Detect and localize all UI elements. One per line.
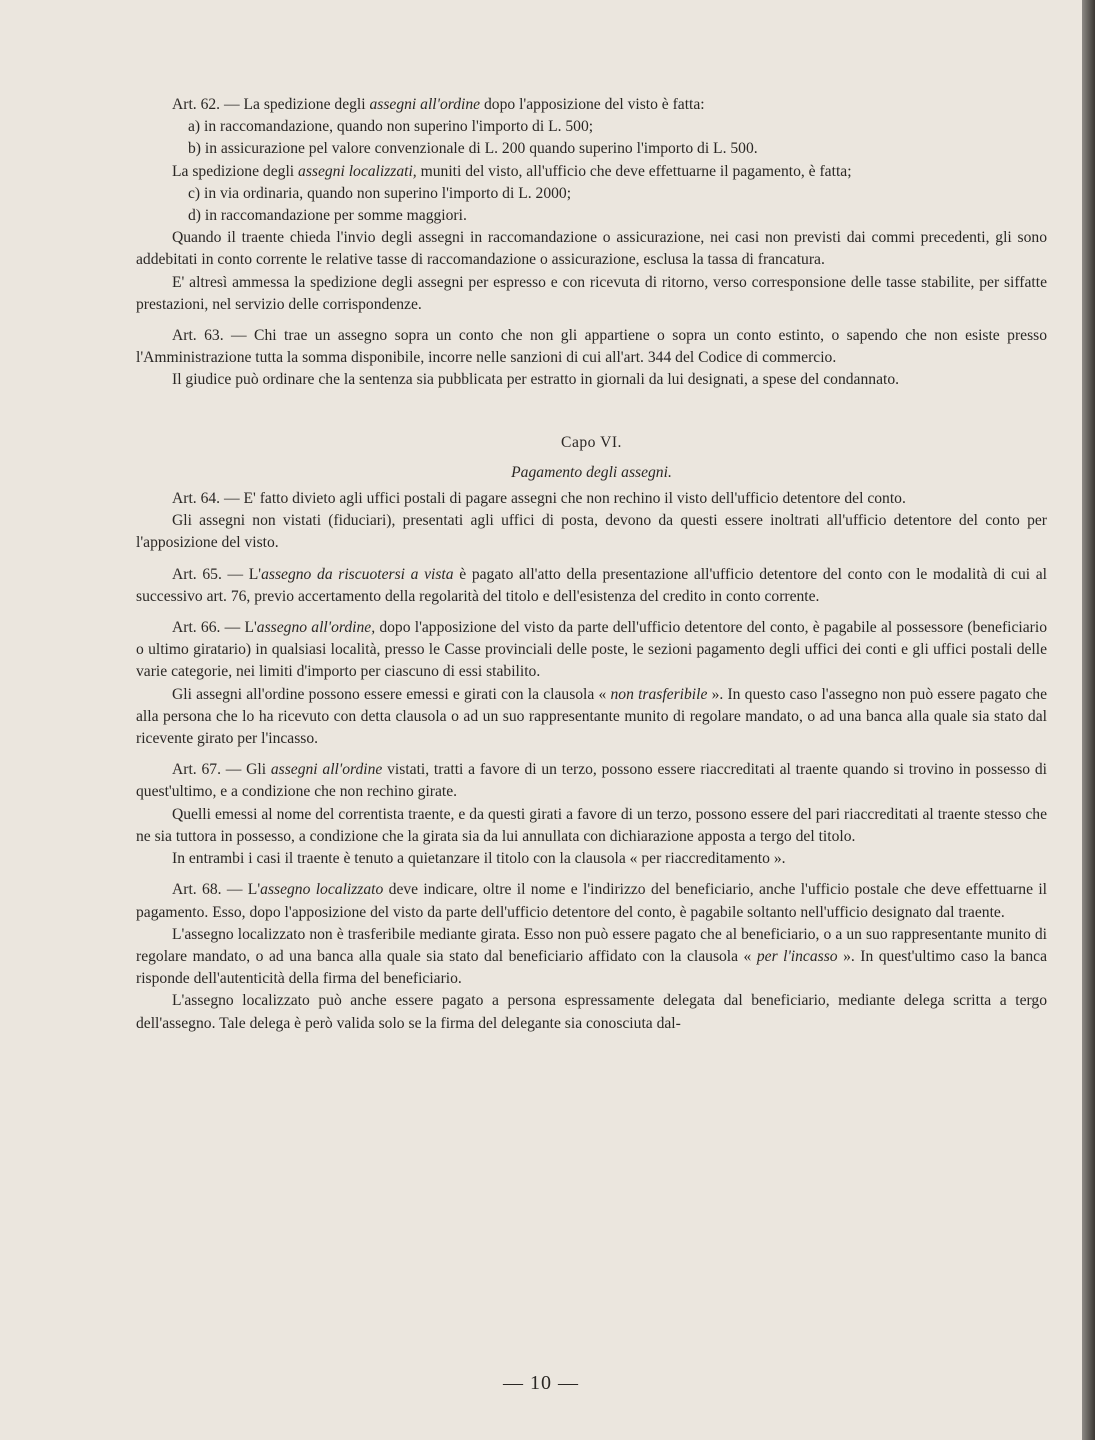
chapter-subtitle: Pagamento degli assegni. [511,463,672,481]
art62-paragraph-3: Quando il traente chieda l'invio degli assegni in raccomandazione o assicurazione, nei casi non previsti dai commi precedenti, gli sono addebitati in conto corrente le relative tasse di raccomandazione o assicurazione, esclusa la tassa di francatura. [136,229,1047,269]
chapter-title: Capo VI. [561,433,622,451]
page-number: — 10 — [503,1372,579,1394]
art62-item-c: c) in via ordinaria, quando non superino l'importo di L. 2000; [188,184,572,202]
art63-paragraph: Art. 63. — Chi trae un assegno sopra un conto che non gli appartiene o sopra un conto estinto, o sapendo che non esiste presso l'Amministrazione tutta la somma disponibile, incorre nelle sanzioni di cui all'art. 344 del Codice di commercio. [136,327,1048,367]
art62-item-d: d) in raccomandazione per somme maggiori. [188,207,467,225]
book-spine-edge [1082,0,1095,1440]
art67-paragraph-3: In entrambi i casi il traente è tenuto a quietanzare il titolo con la clausola « per riaccreditamento ». [172,850,786,868]
art62-paragraph: Art. 62. — La spedizione degli assegni all'ordine dopo l'apposizione del visto è fatta: [172,96,705,113]
art66-paragraph: Art. 66. — L'assegno all'ordine, dopo l'apposizione del visto da parte dell'ufficio detentore del conto, è pagabile al possessore (beneficiario o ultimo giratario) in qualsiasi località, presso le Casse provinciali delle poste, le sezioni pagamento degli uffici dei conti e gli uffici postali delle varie categorie, nei limiti d'importo per ciascuno di essi stabilito. [136,619,1047,681]
art64-paragraph: Art. 64. — E' fatto divieto agli uffici postali di pagare assegni che non rechino il visto dell'ufficio detentore del conto. [172,490,906,508]
art62-item-a: a) in raccomandazione, quando non superino l'importo di L. 500; [188,118,594,136]
art64-paragraph-2: Gli assegni non vistati (fiduciari), presentati agli uffici di posta, devono da questi essere inoltrati all'ufficio detentore del conto per l'apposizione del visto. [136,512,1047,552]
art67-paragraph: Art. 67. — Gli assegni all'ordine vistati, tratti a favore di un terzo, possono essere riaccreditati al traente quando si trovino in possesso di quest'ultimo, e a condizione che non rechino girate. [136,761,1047,801]
body-text [136,94,1047,1035]
art68-paragraph-3: L'assegno localizzato può anche essere pagato a persona espressamente delegata dal beneficiario, mediante delega scritta a tergo dell'assegno. Tale delega è però valida solo se la firma del delegante sia conosciuta dal- [136,992,1047,1032]
art62-paragraph-4: E' altresì ammessa la spedizione degli assegni per espresso e con ricevuta di ritorno, verso corresponsione delle tasse stabilite, per siffatte prestazioni, nel servizio delle corrispondenze. [136,273,1047,313]
art62-paragraph-2: La spedizione degli assegni localizzati, muniti del visto, all'ufficio che deve effettuarne il pagamento, è fatta; [172,162,852,180]
art62-item-b: b) in assicurazione pel valore convenzionale di L. 200 quando superino l'importo di L. 500. [188,140,758,158]
art65-paragraph: Art. 65. — L'assegno da riscuotersi a vista è pagato all'atto della presentazione all'ufficio detentore del conto con le modalità di cui al successivo art. 76, previo accertamento della regolarità del titolo e dell'esistenza del credito in conto corrente. [136,565,1048,605]
art66-paragraph-2: Gli assegni all'ordine possono essere emessi e girati con la clausola « non trasferibile ». In questo caso l'assegno non può essere pagato che alla persona che lo ha ricevuto con detta clausola o ad un suo rappresentante munito di regolare mandato, o ad una banca alla quale sia stato dal ricevente girato per l'incasso. [136,685,1047,748]
art63-paragraph-2: Il giudice può ordinare che la sentenza sia pubblicata per estratto in giornali da lui designati, a spese del condannato. [172,371,900,389]
art67-paragraph-2: Quelli emessi al nome del correntista traente, e da questi girati a favore di un terzo, possono essere del pari riaccreditati al traente stesso che ne sia tuttora in possesso, a condizione che la girata sia da lui annullata con dichiarazione apposta a tergo del titolo. [136,805,1047,845]
art68-paragraph-2: L'assegno localizzato non è trasferibile mediante girata. Esso non può essere pagato che al beneficiario, o a un suo rappresentante munito di regolare mandato, o ad una banca alla quale sia stato dal beneficiario affidato con la clausola « per l'incasso ». In quest'ultimo caso la banca risponde dell'autenticità della firma del beneficiario. [136,925,1047,988]
art68-paragraph: Art. 68. — L'assegno localizzato deve indicare, oltre il nome e l'indirizzo del beneficiario, anche l'ufficio postale che deve effettuarne il pagamento. Esso, dopo l'apposizione del visto da parte dell'ufficio detentore del conto, è pagabile soltanto nell'ufficio designato dal traente. [136,881,1048,921]
